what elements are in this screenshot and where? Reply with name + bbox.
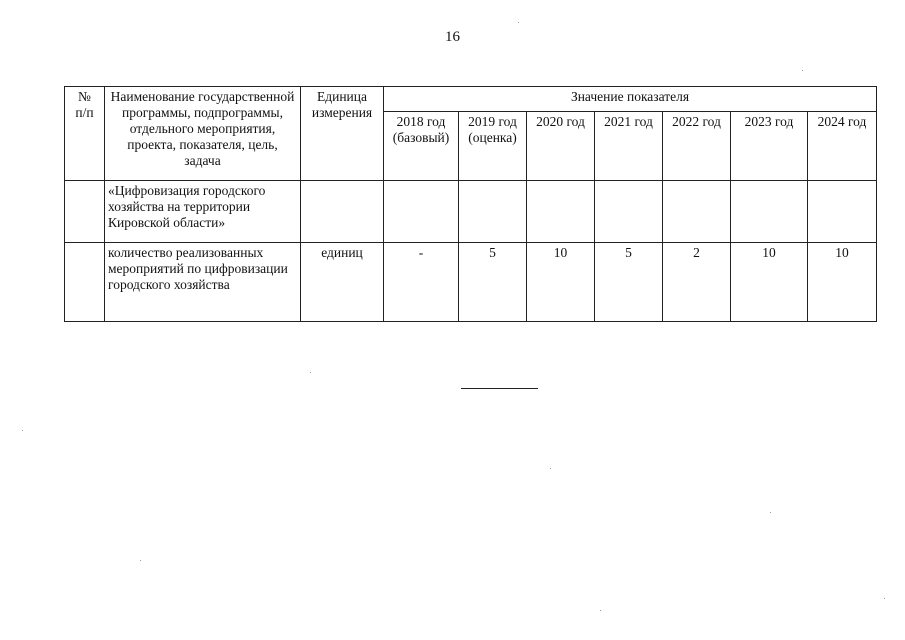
header-year-2023: 2023 год [731,112,808,181]
row-number-cell [65,181,105,243]
value-cell: 2 [663,243,731,322]
value-cell: 5 [459,243,527,322]
header-year-2024: 2024 год [808,112,877,181]
indicators-table [64,86,877,322]
scan-speck [550,468,551,469]
header-number: № п/п [65,87,105,181]
table-header-row [65,87,877,112]
header-year-2021: 2021 год [595,112,663,181]
scan-speck [140,560,141,561]
scan-speck [770,512,771,513]
table-row [65,243,877,322]
header-year-2020: 2020 год [527,112,595,181]
row-number-cell [65,243,105,322]
scan-speck [600,610,601,611]
value-cell [527,181,595,243]
scan-speck [884,598,885,599]
value-cell [731,181,808,243]
page-number: 16 [445,29,460,45]
end-of-table-rule [461,388,538,389]
scan-speck [802,70,803,71]
scan-speck [518,22,519,23]
row-name-cell: «Цифровизация городского хозяйства на территории Кировской области» [105,181,301,243]
header-year-2019: 2019 год (оценка) [459,112,527,181]
header-year-2022: 2022 год [663,112,731,181]
value-cell [663,181,731,243]
header-name: Наименование государственной программы, подпрограммы, отдельного мероприятия, проекта, показателя, цель, задача [105,87,301,181]
row-unit-cell: единиц [301,243,384,322]
row-unit-cell [301,181,384,243]
value-cell: 10 [527,243,595,322]
value-cell [595,181,663,243]
scan-speck [22,430,23,431]
row-name-cell: количество реализованных мероприятий по цифровизации городского хозяйства [105,243,301,322]
value-cell [384,181,459,243]
header-value-group: Значение показателя [384,87,877,112]
table-row [65,181,877,243]
value-cell: 5 [595,243,663,322]
value-cell: 10 [731,243,808,322]
header-year-2018: 2018 год (базовый) [384,112,459,181]
header-unit: Единица измерения [301,87,384,181]
value-cell [459,181,527,243]
value-cell [808,181,877,243]
value-cell: - [384,243,459,322]
value-cell: 10 [808,243,877,322]
scan-speck [310,372,311,373]
